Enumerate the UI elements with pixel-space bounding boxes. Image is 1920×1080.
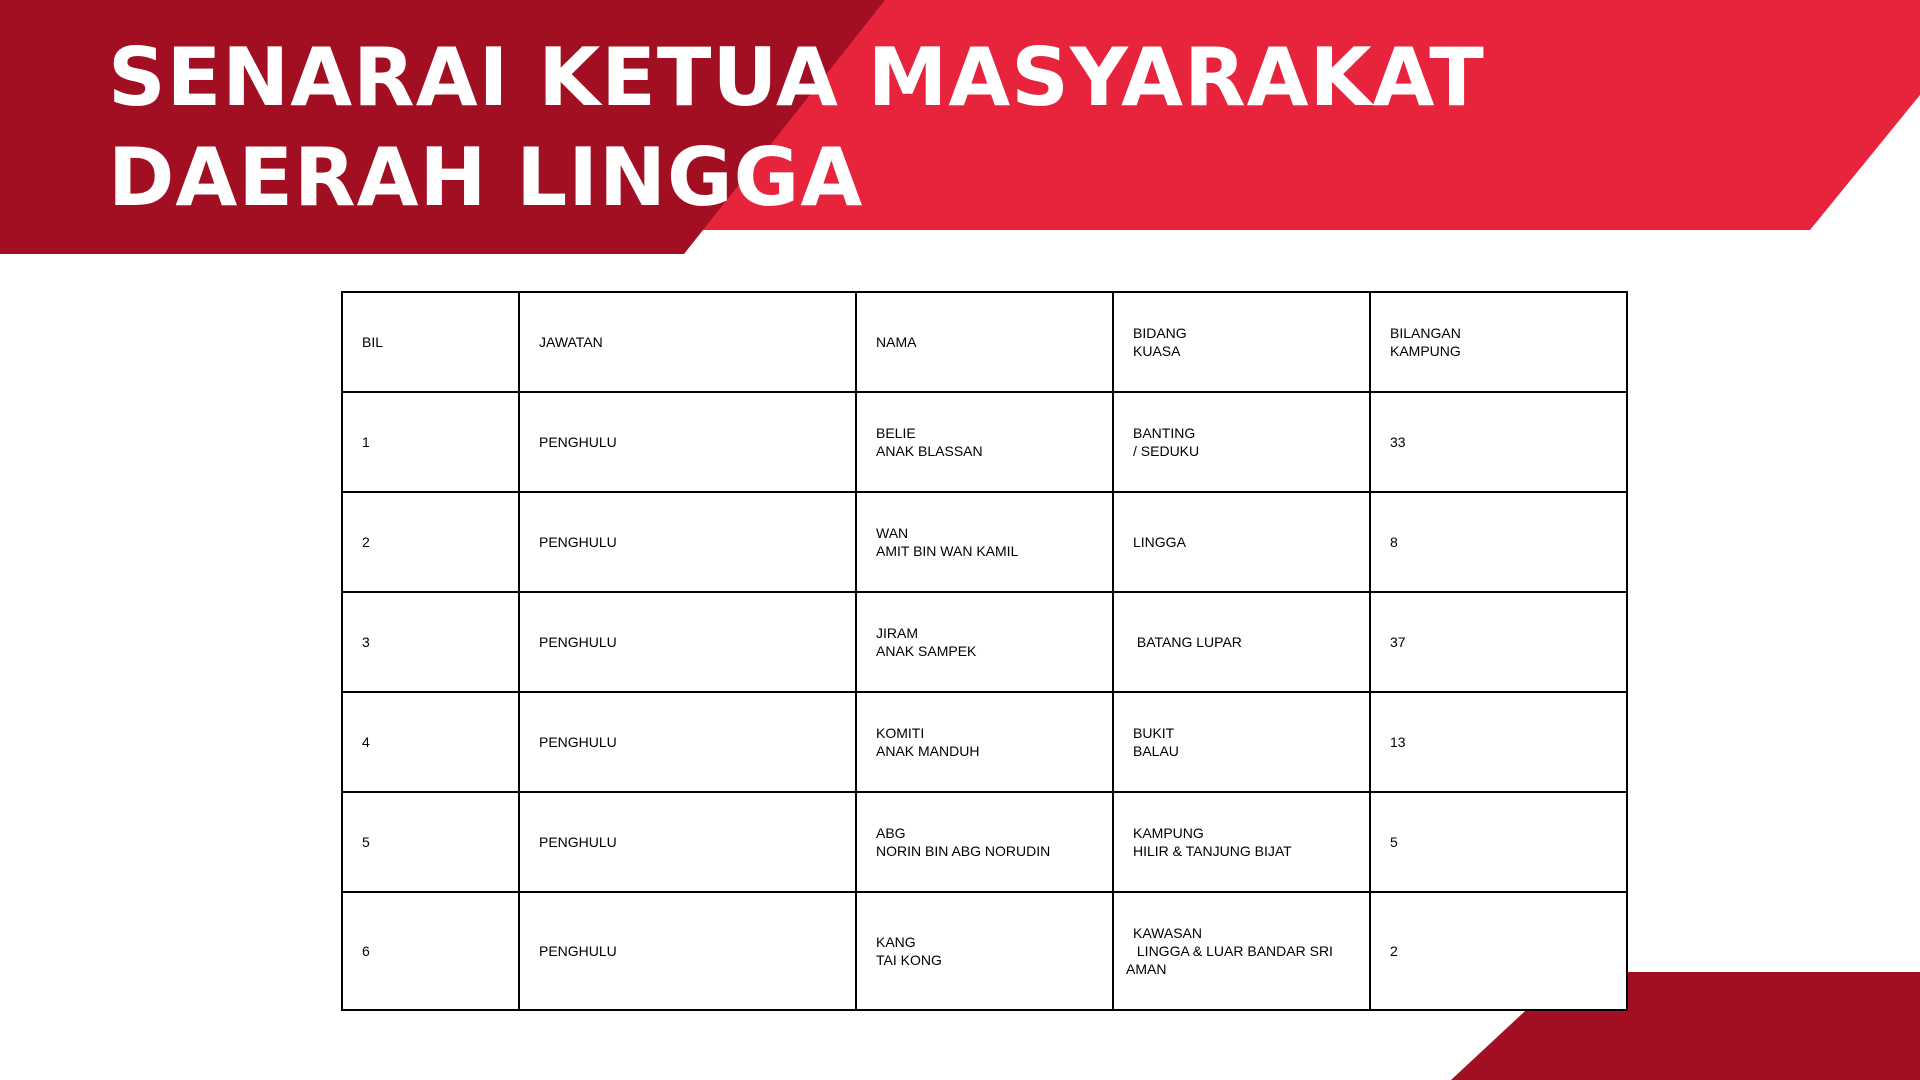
cell-text: KOMITI bbox=[876, 725, 925, 741]
cell-jawatan bbox=[519, 592, 856, 692]
page-title-line-2: DAERAH LINGGA bbox=[108, 131, 864, 224]
header-cell-nama bbox=[856, 292, 1113, 392]
cell-text: 4 bbox=[362, 734, 370, 750]
cell-bilangan-kampung bbox=[1370, 692, 1627, 792]
cell-text: AMIT BIN WAN KAMIL bbox=[876, 543, 1019, 559]
cell-text: PENGHULU bbox=[539, 434, 617, 450]
cell-text: 37 bbox=[1390, 634, 1406, 650]
cell-text: BATANG LUPAR bbox=[1133, 634, 1242, 650]
cell-bilangan-kampung bbox=[1370, 892, 1627, 1010]
cell-text: 2 bbox=[1390, 943, 1398, 959]
cell-text: 2 bbox=[362, 534, 370, 550]
cell-text: BUKIT bbox=[1133, 725, 1175, 741]
cell-bidang-kuasa bbox=[1113, 492, 1370, 592]
header-text: JAWATAN bbox=[539, 334, 603, 350]
cell-text: JIRAM bbox=[876, 625, 918, 641]
cell-jawatan bbox=[519, 392, 856, 492]
table-row bbox=[342, 692, 1627, 792]
cell-nama bbox=[856, 792, 1113, 892]
cell-bidang-kuasa bbox=[1113, 592, 1370, 692]
page-title bbox=[108, 28, 1485, 228]
header-cell-jawatan bbox=[519, 292, 856, 392]
table-row bbox=[342, 792, 1627, 892]
cell-text: TAI KONG bbox=[876, 952, 942, 968]
cell-text: KAWASAN bbox=[1133, 925, 1202, 941]
cell-text: ANAK MANDUH bbox=[876, 743, 980, 759]
cell-bil bbox=[342, 392, 519, 492]
cell-nama bbox=[856, 592, 1113, 692]
cell-text: WAN bbox=[876, 525, 909, 541]
cell-bilangan-kampung bbox=[1370, 792, 1627, 892]
header-text: KAMPUNG bbox=[1390, 343, 1461, 359]
cell-nama bbox=[856, 392, 1113, 492]
cell-jawatan bbox=[519, 492, 856, 592]
cell-bil bbox=[342, 492, 519, 592]
cell-text: PENGHULU bbox=[539, 534, 617, 550]
cell-text: LINGGA bbox=[1133, 534, 1186, 550]
cell-text: KAMPUNG bbox=[1133, 825, 1204, 841]
cell-text: PENGHULU bbox=[539, 943, 617, 959]
table-row bbox=[342, 392, 1627, 492]
cell-text: PENGHULU bbox=[539, 634, 617, 650]
cell-text: 13 bbox=[1390, 734, 1406, 750]
cell-text: / SEDUKU bbox=[1133, 443, 1200, 459]
header-text: BILANGAN bbox=[1390, 325, 1461, 341]
cell-bidang-kuasa bbox=[1113, 892, 1370, 1010]
header-cell-bidang-kuasa bbox=[1113, 292, 1370, 392]
cell-bil bbox=[342, 592, 519, 692]
cell-text: 8 bbox=[1390, 534, 1398, 550]
cell-text: 33 bbox=[1390, 434, 1406, 450]
cell-bidang-kuasa bbox=[1113, 792, 1370, 892]
cell-jawatan bbox=[519, 892, 856, 1010]
table-row bbox=[342, 492, 1627, 592]
cell-text: PENGHULU bbox=[539, 834, 617, 850]
cell-text: 3 bbox=[362, 634, 370, 650]
cell-bilangan-kampung bbox=[1370, 492, 1627, 592]
header-text: KUASA bbox=[1133, 343, 1181, 359]
header-text: BIDANG bbox=[1133, 325, 1187, 341]
cell-text: NORIN BIN ABG NORUDIN bbox=[876, 843, 1051, 859]
cell-bil bbox=[342, 892, 519, 1010]
cell-jawatan bbox=[519, 692, 856, 792]
cell-text: 5 bbox=[362, 834, 370, 850]
header-cell-bilangan-kampung bbox=[1370, 292, 1627, 392]
cell-text: BELIE bbox=[876, 425, 916, 441]
cell-text: KANG bbox=[876, 934, 916, 950]
page-title-line-1: SENARAI KETUA MASYARAKAT bbox=[108, 31, 1485, 124]
cell-text: ANAK SAMPEK bbox=[876, 643, 977, 659]
cell-text: 5 bbox=[1390, 834, 1398, 850]
ketua-masyarakat-table bbox=[341, 291, 1628, 1011]
header-cell-bil bbox=[342, 292, 519, 392]
cell-nama bbox=[856, 692, 1113, 792]
cell-text: 1 bbox=[362, 434, 370, 450]
cell-bilangan-kampung bbox=[1370, 592, 1627, 692]
cell-text: BALAU bbox=[1133, 743, 1179, 759]
table-body bbox=[342, 292, 1627, 1010]
table-row bbox=[342, 892, 1627, 1010]
cell-text: BANTING bbox=[1133, 425, 1196, 441]
header-text: NAMA bbox=[876, 334, 917, 350]
cell-bidang-kuasa bbox=[1113, 692, 1370, 792]
cell-text: PENGHULU bbox=[539, 734, 617, 750]
cell-text: ANAK BLASSAN bbox=[876, 443, 983, 459]
cell-bidang-kuasa bbox=[1113, 392, 1370, 492]
cell-bil bbox=[342, 692, 519, 792]
cell-text: LINGGA & LUAR BANDAR SRI bbox=[1133, 943, 1333, 959]
header-text: BIL bbox=[362, 334, 384, 350]
cell-jawatan bbox=[519, 792, 856, 892]
table-row bbox=[342, 592, 1627, 692]
table-header-row bbox=[342, 292, 1627, 392]
cell-nama bbox=[856, 492, 1113, 592]
cell-text: AMAN bbox=[1126, 961, 1167, 977]
cell-text: ABG bbox=[876, 825, 906, 841]
cell-bilangan-kampung bbox=[1370, 392, 1627, 492]
cell-bil bbox=[342, 792, 519, 892]
cell-nama bbox=[856, 892, 1113, 1010]
cell-text: HILIR & TANJUNG BIJAT bbox=[1133, 843, 1292, 859]
cell-text: 6 bbox=[362, 943, 370, 959]
